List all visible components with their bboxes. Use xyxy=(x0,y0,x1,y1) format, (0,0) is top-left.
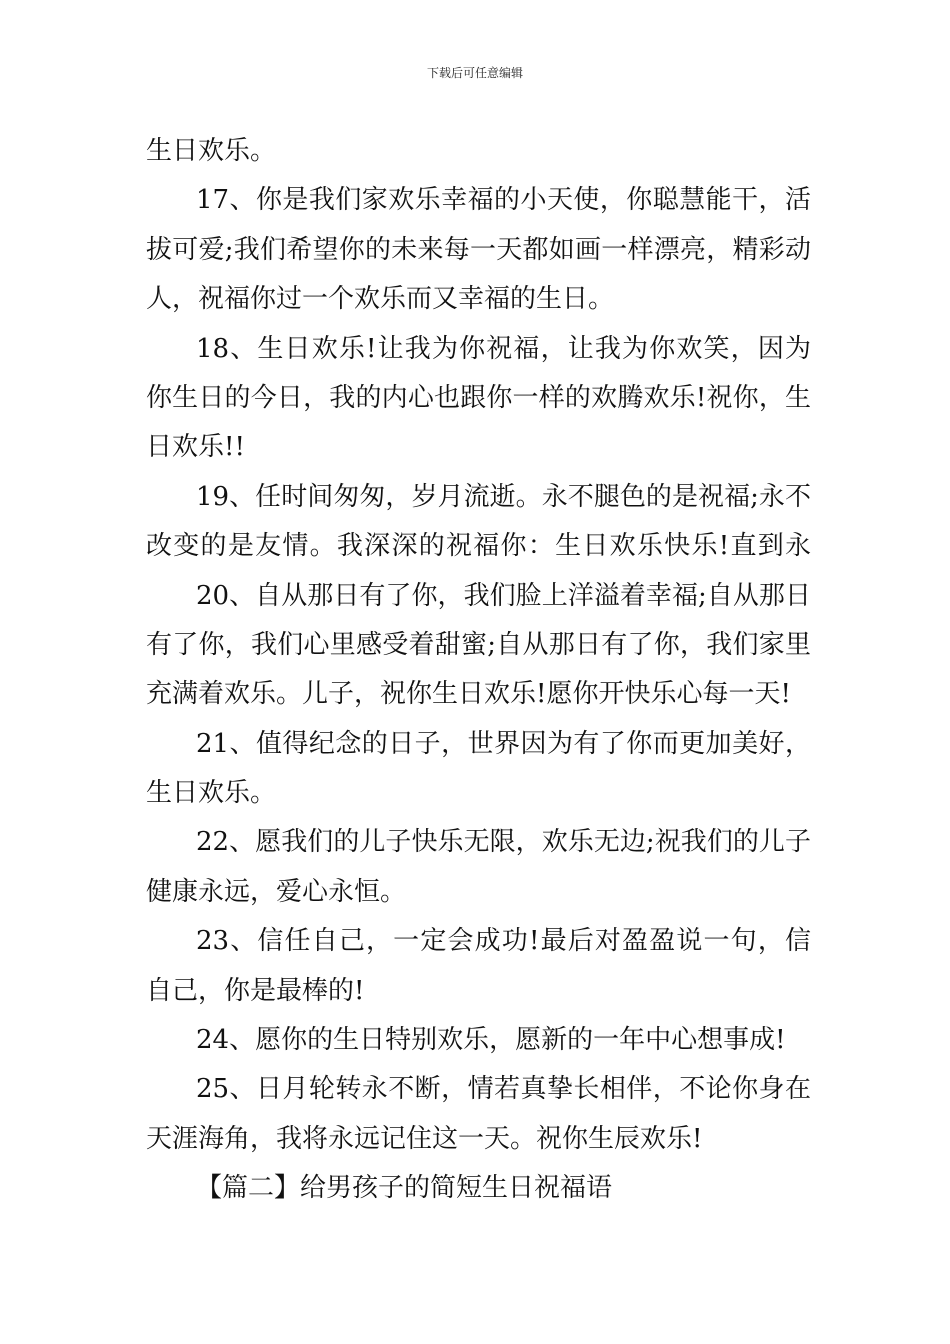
text-line: 19、任时间匆匆，岁月流逝。永不腿色的是祝福;永不 xyxy=(196,481,811,512)
text-line: 有了你，我们心里感受着甜蜜;自从那日有了你，我们家里 xyxy=(146,629,811,660)
text-line: 充满着欢乐。儿子，祝你生日欢乐!愿你开快乐心每一天! xyxy=(146,679,791,710)
text-line: 21、值得纪念的日子，世界因为有了你而更加美好， xyxy=(196,728,811,759)
document-body xyxy=(146,127,811,1214)
text-line: 22、愿我们的儿子快乐无限，欢乐无边;祝我们的儿子 xyxy=(196,827,811,858)
text-line: 人，祝福你过一个欢乐而又幸福的生日。 xyxy=(146,284,615,315)
text-line: 日欢乐!! xyxy=(146,432,245,463)
text-line: 25、日月轮转永不断，情若真挚长相伴，不论你身在 xyxy=(196,1074,811,1105)
text-line: 自己，你是最棒的! xyxy=(146,975,365,1006)
text-line: 你生日的今日，我的内心也跟你一样的欢腾欢乐!祝你，生 xyxy=(146,382,811,413)
text-line: 改变的是友情。我深深的祝福你：生日欢乐快乐!直到永 xyxy=(146,531,811,562)
page-header-note: 下载后可任意编辑 xyxy=(426,66,523,80)
text-line: 天涯海角，我将永远记住这一天。祝你生辰欢乐! xyxy=(146,1123,703,1154)
text-line: 拔可爱;我们希望你的未来每一天都如画一样漂亮，精彩动 xyxy=(146,234,811,265)
text-line: 生日欢乐。 xyxy=(146,778,277,809)
text-line: 17、你是我们家欢乐幸福的小天使，你聪慧能干，活 xyxy=(196,185,811,216)
text-line: 23、信任自己，一定会成功!最后对盈盈说一句，信 xyxy=(196,926,811,957)
text-line: 健康永远，爱心永恒。 xyxy=(146,876,407,907)
text-line: 20、自从那日有了你，我们脸上洋溢着幸福;自从那日 xyxy=(196,580,811,611)
text-line: 【篇二】给男孩子的简短生日祝福语 xyxy=(196,1173,613,1204)
text-line: 18、生日欢乐!让我为你祝福，让我为你欢笑，因为 xyxy=(196,333,811,364)
text-line: 生日欢乐。 xyxy=(146,136,277,166)
text-line: 24、愿你的生日特别欢乐，愿新的一年中心想事成! xyxy=(196,1025,786,1056)
